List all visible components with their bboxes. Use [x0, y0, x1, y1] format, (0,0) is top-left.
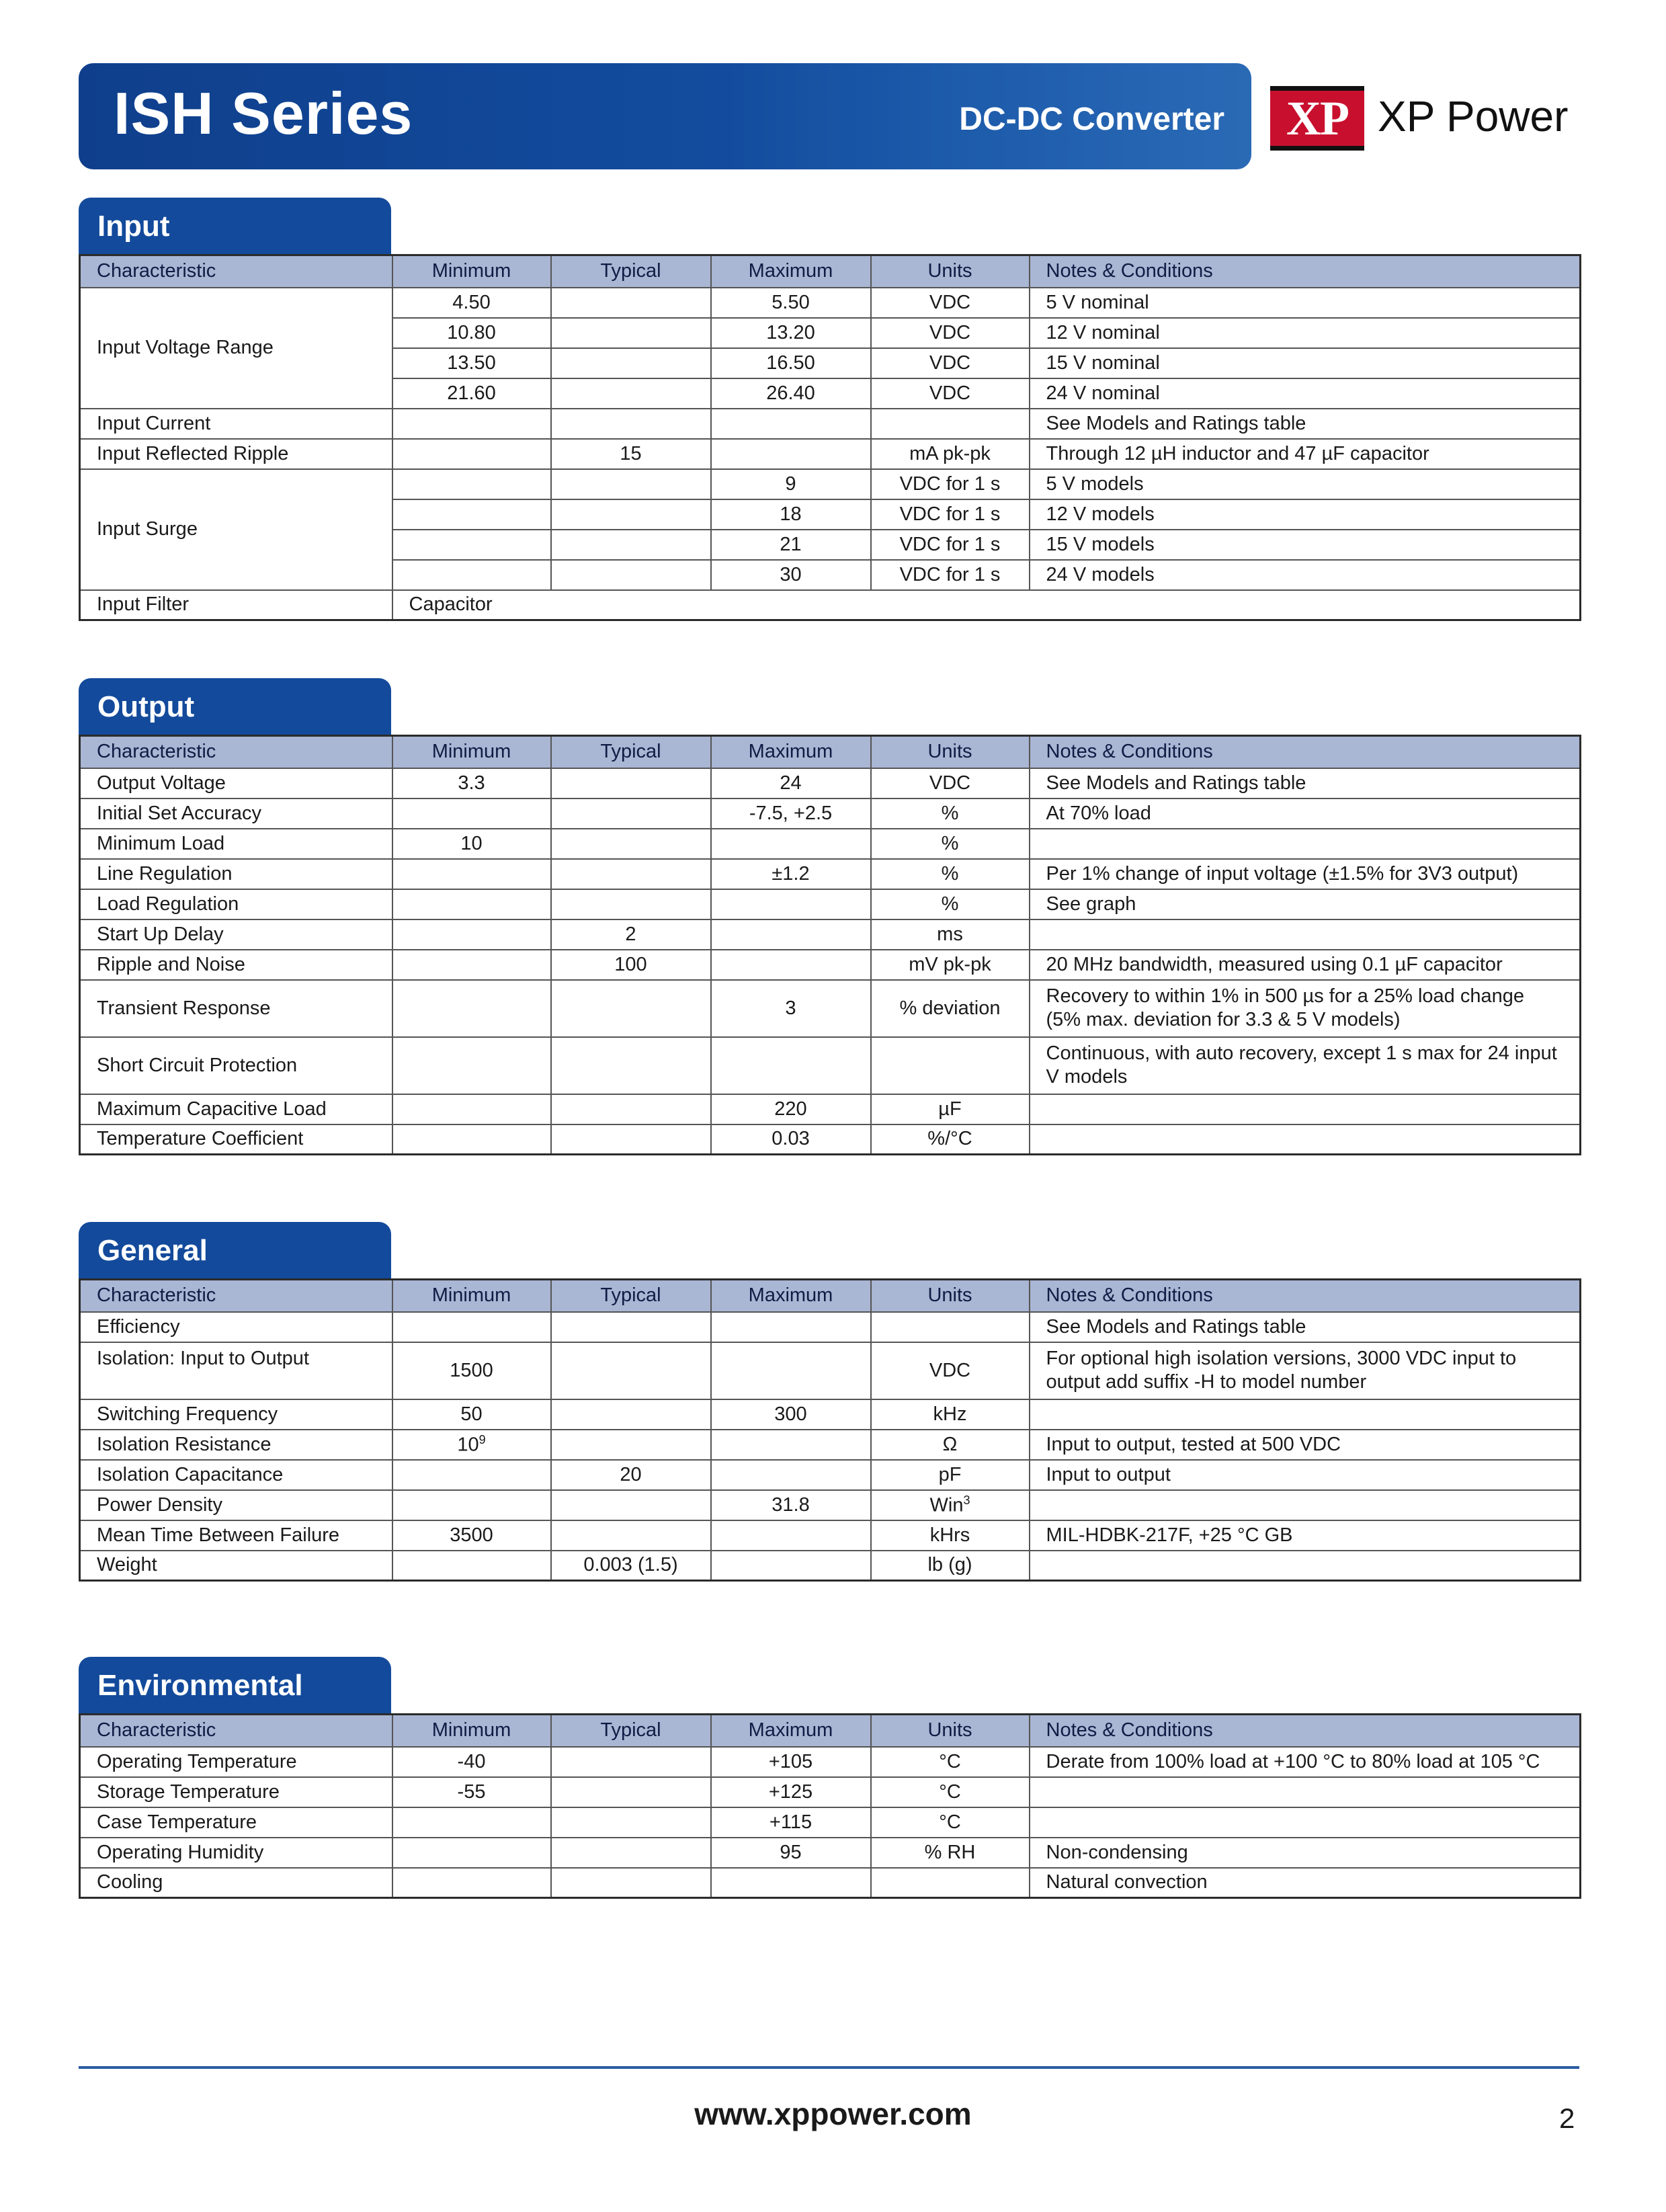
product-type: DC-DC Converter	[959, 101, 1224, 137]
cell-units: VDC for 1 s	[871, 530, 1030, 560]
cell-units: pF	[871, 1460, 1030, 1490]
column-header: Units	[871, 1715, 1030, 1747]
cell-typ	[551, 1868, 711, 1898]
cell-typ	[551, 1777, 711, 1807]
cell-max	[711, 1430, 871, 1460]
cell-typ: 100	[551, 950, 711, 980]
cell-max: 21	[711, 530, 871, 560]
row-label: Temperature Coefficient	[80, 1124, 392, 1155]
table-row	[80, 1520, 1581, 1551]
cell-max	[711, 919, 871, 950]
column-header: Characteristic	[80, 255, 392, 288]
cell-min	[392, 1490, 551, 1520]
cell-max: 0.03	[711, 1124, 871, 1155]
cell-min: 21.60	[392, 378, 551, 409]
section-title: Input	[79, 198, 391, 255]
column-header: Maximum	[711, 736, 871, 768]
cell-max: 95	[711, 1838, 871, 1868]
footer-url[interactable]: www.xppower.com	[694, 2096, 972, 2131]
cell-min	[392, 950, 551, 980]
cell-units: ms	[871, 919, 1030, 950]
cell-typ: 0.003 (1.5)	[551, 1551, 711, 1581]
table-row	[80, 1399, 1581, 1430]
cell-notes: At 70% load	[1030, 798, 1581, 829]
table-row	[80, 1124, 1581, 1155]
row-label: Start Up Delay	[80, 919, 392, 950]
cell-max: 300	[711, 1399, 871, 1430]
min-base: 10	[457, 1434, 479, 1456]
series-title: ISH Series	[114, 80, 413, 147]
cell-typ	[551, 288, 711, 318]
cell-typ	[551, 1807, 711, 1838]
table-row	[80, 1747, 1581, 1777]
cell-notes: See graph	[1030, 889, 1581, 919]
cell-min	[392, 1037, 551, 1094]
row-label: Input Voltage Range	[80, 288, 392, 409]
cell-units: VDC	[871, 378, 1030, 409]
cell-min: 10	[392, 829, 551, 859]
column-header: Notes & Conditions	[1030, 255, 1581, 288]
cell-notes	[1030, 1551, 1581, 1581]
row-label: Input Current	[80, 409, 392, 439]
units-exponent: 3	[963, 1493, 970, 1507]
cell-notes: MIL-HDBK-217F, +25 °C GB	[1030, 1520, 1581, 1551]
cell-max	[711, 1520, 871, 1551]
cell-notes	[1030, 829, 1581, 859]
cell-min: 13.50	[392, 348, 551, 378]
cell-units: %	[871, 798, 1030, 829]
column-header: Typical	[551, 1715, 711, 1747]
cell-typ	[551, 1520, 711, 1551]
cell-notes: 5 V models	[1030, 469, 1581, 499]
cell-notes: 12 V nominal	[1030, 318, 1581, 348]
table-header	[80, 255, 1581, 288]
cell-typ: 15	[551, 439, 711, 469]
cell-max: 31.8	[711, 1490, 871, 1520]
cell-min	[392, 1430, 551, 1460]
row-label: Efficiency	[80, 1312, 392, 1342]
min-exponent: 9	[478, 1432, 486, 1446]
cell-min	[392, 980, 551, 1037]
cell-units: VDC for 1 s	[871, 469, 1030, 499]
cell-value: Capacitor	[392, 590, 1581, 620]
cell-min	[392, 859, 551, 889]
cell-min: -40	[392, 1747, 551, 1777]
cell-min	[392, 1551, 551, 1581]
cell-units: Ω	[871, 1430, 1030, 1460]
cell-notes: Non-condensing	[1030, 1838, 1581, 1868]
row-label: Short Circuit Protection	[80, 1037, 392, 1094]
cell-max	[711, 950, 871, 980]
cell-min: 50	[392, 1399, 551, 1430]
cell-max: 18	[711, 499, 871, 530]
cell-max: 9	[711, 469, 871, 499]
units-base: Win	[929, 1494, 964, 1516]
column-header: Maximum	[711, 255, 871, 288]
table-row	[80, 1551, 1581, 1581]
cell-units: VDC for 1 s	[871, 560, 1030, 590]
table-row	[80, 1094, 1581, 1124]
cell-max: +115	[711, 1807, 871, 1838]
cell-max: 220	[711, 1094, 871, 1124]
cell-units: VDC for 1 s	[871, 499, 1030, 530]
row-label: Storage Temperature	[80, 1777, 392, 1807]
cell-typ	[551, 1399, 711, 1430]
column-header: Maximum	[711, 1280, 871, 1312]
general-table	[79, 1278, 1581, 1582]
row-label: Power Density	[80, 1490, 392, 1520]
column-header: Units	[871, 736, 1030, 768]
table-row	[80, 288, 1581, 318]
cell-notes: For optional high isolation versions, 3000 VDC input to output add suffix -H to model number	[1030, 1342, 1581, 1399]
cell-max	[711, 1551, 871, 1581]
cell-typ	[551, 1747, 711, 1777]
cell-typ	[551, 829, 711, 859]
table-row	[80, 409, 1581, 439]
cell-notes: Recovery to within 1% in 500 µs for a 25% load change (5% max. deviation for 3.3 & 5 V models)	[1030, 980, 1581, 1037]
column-header: Characteristic	[80, 736, 392, 768]
column-header: Notes & Conditions	[1030, 1715, 1581, 1747]
cell-max: +125	[711, 1777, 871, 1807]
cell-min: 4.50	[392, 288, 551, 318]
cell-notes: Natural convection	[1030, 1868, 1581, 1898]
row-label: Case Temperature	[80, 1807, 392, 1838]
cell-units: °C	[871, 1777, 1030, 1807]
cell-notes	[1030, 1124, 1581, 1155]
cell-min	[392, 889, 551, 919]
cell-max: -7.5, +2.5	[711, 798, 871, 829]
row-label: Initial Set Accuracy	[80, 798, 392, 829]
cell-notes: Input to output	[1030, 1460, 1581, 1490]
cell-notes: 15 V nominal	[1030, 348, 1581, 378]
cell-units: °C	[871, 1747, 1030, 1777]
cell-min	[392, 1838, 551, 1868]
cell-max: 5.50	[711, 288, 871, 318]
cell-notes: 24 V models	[1030, 560, 1581, 590]
cell-typ	[551, 378, 711, 409]
row-label: Line Regulation	[80, 859, 392, 889]
cell-notes	[1030, 1094, 1581, 1124]
cell-typ	[551, 1490, 711, 1520]
cell-max	[711, 1868, 871, 1898]
cell-max: +105	[711, 1747, 871, 1777]
cell-notes: See Models and Ratings table	[1030, 1312, 1581, 1342]
cell-units: %	[871, 829, 1030, 859]
cell-typ	[551, 889, 711, 919]
table-row	[80, 768, 1581, 798]
cell-units: VDC	[871, 348, 1030, 378]
row-label: Maximum Capacitive Load	[80, 1094, 392, 1124]
footer-divider	[79, 2066, 1579, 2069]
column-header: Minimum	[392, 255, 551, 288]
cell-typ	[551, 1094, 711, 1124]
output-table	[79, 735, 1581, 1155]
table-header	[80, 1715, 1581, 1747]
cell-units: % RH	[871, 1838, 1030, 1868]
cell-max	[711, 829, 871, 859]
table-row	[80, 469, 1581, 499]
cell-units	[871, 1868, 1030, 1898]
column-header: Characteristic	[80, 1280, 392, 1312]
table-row	[80, 1838, 1581, 1868]
table-row	[80, 829, 1581, 859]
cell-max: 26.40	[711, 378, 871, 409]
column-header: Maximum	[711, 1715, 871, 1747]
table-row	[80, 1777, 1581, 1807]
cell-min: -55	[392, 1777, 551, 1807]
row-label: Mean Time Between Failure	[80, 1520, 392, 1551]
cell-notes	[1030, 1777, 1581, 1807]
cell-units: VDC	[871, 318, 1030, 348]
row-label: Transient Response	[80, 980, 392, 1037]
cell-max: 30	[711, 560, 871, 590]
table-row	[80, 798, 1581, 829]
table-row	[80, 1312, 1581, 1342]
section-title: General	[79, 1222, 391, 1280]
cell-min	[392, 1094, 551, 1124]
column-header: Minimum	[392, 1715, 551, 1747]
cell-units	[871, 1037, 1030, 1094]
cell-units: VDC	[871, 768, 1030, 798]
cell-min: 10.80	[392, 318, 551, 348]
cell-min	[392, 1124, 551, 1155]
table-header	[80, 1280, 1581, 1312]
cell-typ: 20	[551, 1460, 711, 1490]
cell-typ	[551, 1312, 711, 1342]
row-label: Output Voltage	[80, 768, 392, 798]
cell-max	[711, 889, 871, 919]
cell-min: 3.3	[392, 768, 551, 798]
cell-max: 16.50	[711, 348, 871, 378]
table-row	[80, 439, 1581, 469]
cell-units: µF	[871, 1094, 1030, 1124]
cell-typ	[551, 1342, 711, 1399]
cell-max: 3	[711, 980, 871, 1037]
table-row	[80, 1868, 1581, 1898]
cell-min	[392, 1807, 551, 1838]
cell-notes: 12 V models	[1030, 499, 1581, 530]
cell-units	[871, 1490, 1030, 1520]
row-label: Input Surge	[80, 469, 392, 590]
cell-notes: 15 V models	[1030, 530, 1581, 560]
cell-notes: Per 1% change of input voltage (±1.5% for 3V3 output)	[1030, 859, 1581, 889]
cell-typ	[551, 859, 711, 889]
row-label: Load Regulation	[80, 889, 392, 919]
cell-typ	[551, 768, 711, 798]
table-row	[80, 889, 1581, 919]
column-header: Minimum	[392, 736, 551, 768]
cell-typ	[551, 1037, 711, 1094]
row-label: Input Filter	[80, 590, 392, 620]
column-header: Notes & Conditions	[1030, 1280, 1581, 1312]
column-header: Minimum	[392, 1280, 551, 1312]
cell-min	[392, 1460, 551, 1490]
cell-max: 24	[711, 768, 871, 798]
cell-notes: 20 MHz bandwidth, measured using 0.1 µF capacitor	[1030, 950, 1581, 980]
row-label: Isolation: Input to Output	[80, 1342, 392, 1399]
cell-notes	[1030, 1399, 1581, 1430]
column-header: Characteristic	[80, 1715, 392, 1747]
column-header: Notes & Conditions	[1030, 736, 1581, 768]
row-label: Minimum Load	[80, 829, 392, 859]
cell-notes: Input to output, tested at 500 VDC	[1030, 1430, 1581, 1460]
cell-typ	[551, 318, 711, 348]
cell-min	[392, 1312, 551, 1342]
cell-notes: Through 12 µH inductor and 47 µF capacitor	[1030, 439, 1581, 469]
section-title: Output	[79, 678, 391, 736]
cell-units: %/°C	[871, 1124, 1030, 1155]
table-row	[80, 1490, 1581, 1520]
row-label: Operating Temperature	[80, 1747, 392, 1777]
column-header: Units	[871, 255, 1030, 288]
cell-min	[392, 1868, 551, 1898]
row-label: Weight	[80, 1551, 392, 1581]
cell-typ	[551, 980, 711, 1037]
cell-notes: 5 V nominal	[1030, 288, 1581, 318]
cell-notes: 24 V nominal	[1030, 378, 1581, 409]
table-row	[80, 1037, 1581, 1094]
table-row	[80, 1342, 1581, 1399]
header-banner	[79, 63, 1251, 169]
cell-min	[392, 919, 551, 950]
cell-notes: See Models and Ratings table	[1030, 409, 1581, 439]
cell-units	[871, 1312, 1030, 1342]
row-label: Isolation Resistance	[80, 1430, 392, 1460]
cell-typ	[551, 1430, 711, 1460]
cell-units: kHz	[871, 1399, 1030, 1430]
row-label: Cooling	[80, 1868, 392, 1898]
row-label: Input Reflected Ripple	[80, 439, 392, 469]
cell-units: VDC	[871, 288, 1030, 318]
cell-units: VDC	[871, 1342, 1030, 1399]
table-row	[80, 859, 1581, 889]
table-row	[80, 980, 1581, 1037]
logo-text: XP Power	[1378, 92, 1569, 140]
cell-units: %	[871, 889, 1030, 919]
cell-notes: Derate from 100% load at +100 °C to 80% load at 105 °C	[1030, 1747, 1581, 1777]
cell-units: mA pk-pk	[871, 439, 1030, 469]
cell-notes	[1030, 919, 1581, 950]
cell-notes	[1030, 1807, 1581, 1838]
cell-max	[711, 1312, 871, 1342]
input-table	[79, 254, 1581, 621]
cell-units: °C	[871, 1807, 1030, 1838]
cell-min	[392, 798, 551, 829]
row-label: Operating Humidity	[80, 1838, 392, 1868]
section-title: Environmental	[79, 1657, 391, 1715]
table-row	[80, 919, 1581, 950]
row-label: Ripple and Noise	[80, 950, 392, 980]
column-header: Typical	[551, 1280, 711, 1312]
cell-typ	[551, 1838, 711, 1868]
cell-notes: Continuous, with auto recovery, except 1 s max for 24 input V models	[1030, 1037, 1581, 1094]
xp-logo-mark: XP	[1270, 86, 1364, 151]
table-row	[80, 1460, 1581, 1490]
cell-max: 13.20	[711, 318, 871, 348]
cell-units: %	[871, 859, 1030, 889]
row-label: Switching Frequency	[80, 1399, 392, 1430]
cell-max	[711, 1037, 871, 1094]
table-row	[80, 1807, 1581, 1838]
column-header: Typical	[551, 736, 711, 768]
cell-typ	[551, 348, 711, 378]
table-header	[80, 736, 1581, 768]
table-row	[80, 590, 1581, 620]
row-label: Isolation Capacitance	[80, 1460, 392, 1490]
column-header: Units	[871, 1280, 1030, 1312]
cell-typ	[551, 1124, 711, 1155]
table-row	[80, 950, 1581, 980]
cell-units: % deviation	[871, 980, 1030, 1037]
table-row	[80, 1430, 1581, 1460]
cell-min: 1500	[392, 1342, 551, 1399]
cell-units: kHrs	[871, 1520, 1030, 1551]
cell-max	[711, 1342, 871, 1399]
cell-units: mV pk-pk	[871, 950, 1030, 980]
cell-notes	[1030, 1490, 1581, 1520]
column-header: Typical	[551, 255, 711, 288]
page-number: 2	[1559, 2102, 1575, 2134]
cell-notes: See Models and Ratings table	[1030, 768, 1581, 798]
cell-typ: 2	[551, 919, 711, 950]
cell-max	[711, 1460, 871, 1490]
cell-min: 3500	[392, 1520, 551, 1551]
cell-max: ±1.2	[711, 859, 871, 889]
cell-typ	[551, 798, 711, 829]
environmental-table	[79, 1713, 1581, 1899]
cell-units: lb (g)	[871, 1551, 1030, 1581]
